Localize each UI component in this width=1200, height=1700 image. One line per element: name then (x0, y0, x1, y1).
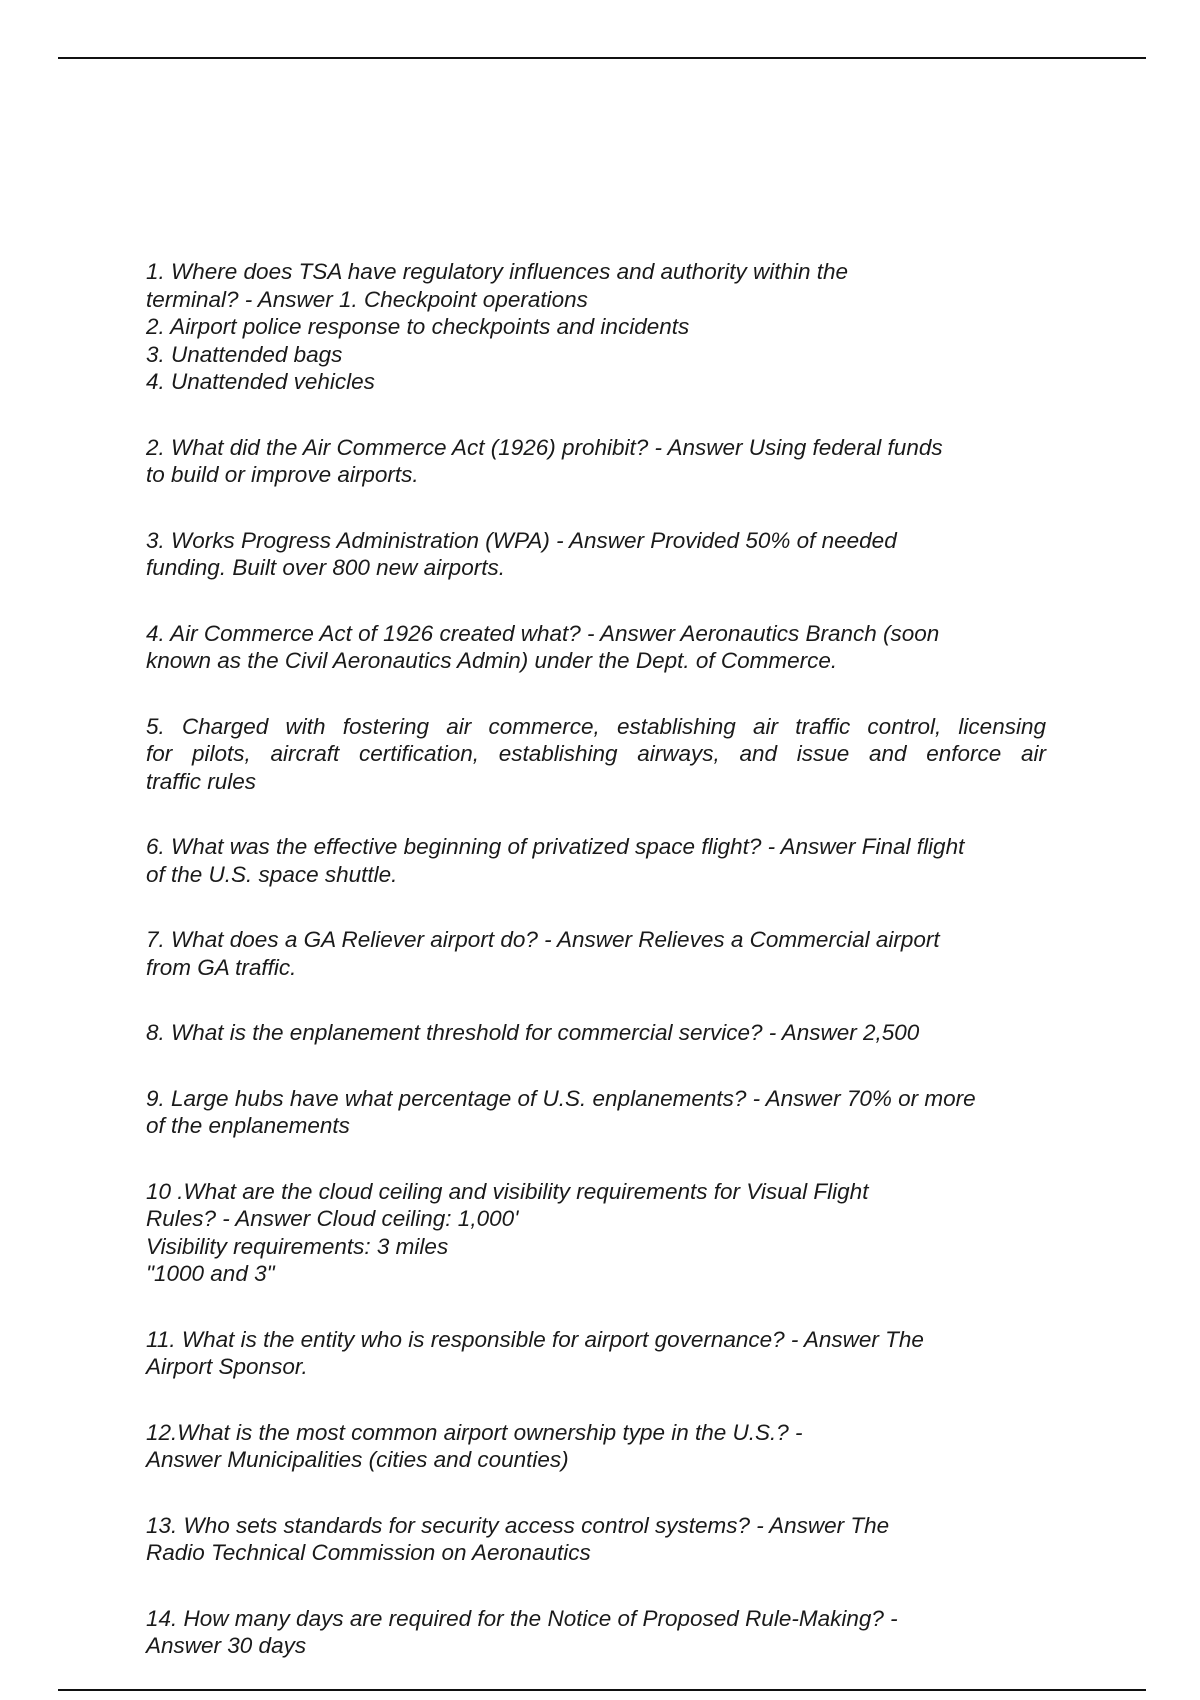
qa-line: known as the Civil Aeronautics Admin) under the Dept. of Commerce. (146, 648, 838, 673)
qa-item-14 (146, 1605, 1046, 1660)
qa-line: terminal? - Answer 1. Checkpoint operations (146, 286, 588, 312)
qa-line: 2. What did the Air Commerce Act (1926) prohibit? - Answer Using federal funds (146, 434, 943, 460)
qa-item-3 (146, 527, 1046, 582)
qa-item-2 (146, 434, 1046, 489)
qa-line: 3. Unattended bags (146, 341, 343, 367)
qa-line: traffic rules (146, 768, 257, 794)
top-divider (58, 57, 1146, 59)
qa-line: of the enplanements (146, 1113, 350, 1138)
qa-item-9 (146, 1085, 1046, 1140)
qa-line: 2. Airport police response to checkpoints and incidents (146, 314, 690, 339)
qa-list (146, 258, 1046, 1698)
qa-line: Airport Sponsor. (146, 1354, 308, 1379)
qa-line: of the U.S. space shuttle. (146, 861, 398, 887)
qa-item-6 (146, 833, 1046, 888)
qa-line: for pilots, aircraft certification, establishing airways, and issue and enforce air (146, 741, 1046, 766)
qa-line: 12.What is the most common airport ownership type in the U.S.? - (146, 1419, 803, 1445)
qa-line: Answer 30 days (146, 1633, 307, 1658)
bottom-divider (58, 1689, 1146, 1691)
qa-line: 7. What does a GA Reliever airport do? - Answer Relieves a Commercial airport (146, 927, 940, 952)
qa-line: 4. Unattended vehicles (146, 369, 375, 394)
qa-line: "1000 and 3" (146, 1261, 275, 1286)
qa-line: 9. Large hubs have what percentage of U.S. enplanements? - Answer 70% or more (146, 1085, 976, 1111)
qa-line: from GA traffic. (146, 954, 297, 980)
qa-line: 13. Who sets standards for security access control systems? - Answer The (146, 1512, 890, 1538)
qa-line: 10 .What are the cloud ceiling and visibility requirements for Visual Flight (146, 1178, 869, 1204)
qa-line: 14. How many days are required for the Notice of Proposed Rule-Making? - (146, 1605, 898, 1631)
qa-item-7 (146, 926, 1046, 981)
qa-line: 5. Charged with fostering air commerce, establishing air traffic control, licensing (146, 713, 1046, 739)
qa-item-5 (146, 713, 1046, 796)
qa-line: 11. What is the entity who is responsible for airport governance? - Answer The (146, 1326, 924, 1352)
qa-line: Answer Municipalities (cities and counties) (146, 1447, 569, 1472)
qa-item-4 (146, 620, 1046, 675)
qa-item-1 (146, 258, 1046, 396)
qa-line: Visibility requirements: 3 miles (146, 1233, 449, 1259)
qa-item-8 (146, 1019, 1046, 1047)
qa-line: Rules? - Answer Cloud ceiling: 1,000' (146, 1206, 519, 1231)
qa-item-11 (146, 1326, 1046, 1381)
qa-item-12 (146, 1419, 1046, 1474)
qa-item-10 (146, 1178, 1046, 1288)
qa-line: to build or improve airports. (146, 462, 419, 487)
qa-line: 6. What was the effective beginning of privatized space flight? - Answer Final flight (146, 834, 965, 859)
qa-line: funding. Built over 800 new airports. (146, 555, 505, 580)
qa-line: 3. Works Progress Administration (WPA) - Answer Provided 50% of needed (146, 527, 897, 553)
qa-line: 4. Air Commerce Act of 1926 created what? - Answer Aeronautics Branch (soon (146, 620, 940, 646)
qa-line: Radio Technical Commission on Aeronautics (146, 1540, 591, 1565)
qa-line: 8. What is the enplanement threshold for commercial service? - Answer 2,500 (146, 1020, 920, 1045)
qa-item-13 (146, 1512, 1046, 1567)
qa-line: 1. Where does TSA have regulatory influences and authority within the (146, 259, 849, 284)
